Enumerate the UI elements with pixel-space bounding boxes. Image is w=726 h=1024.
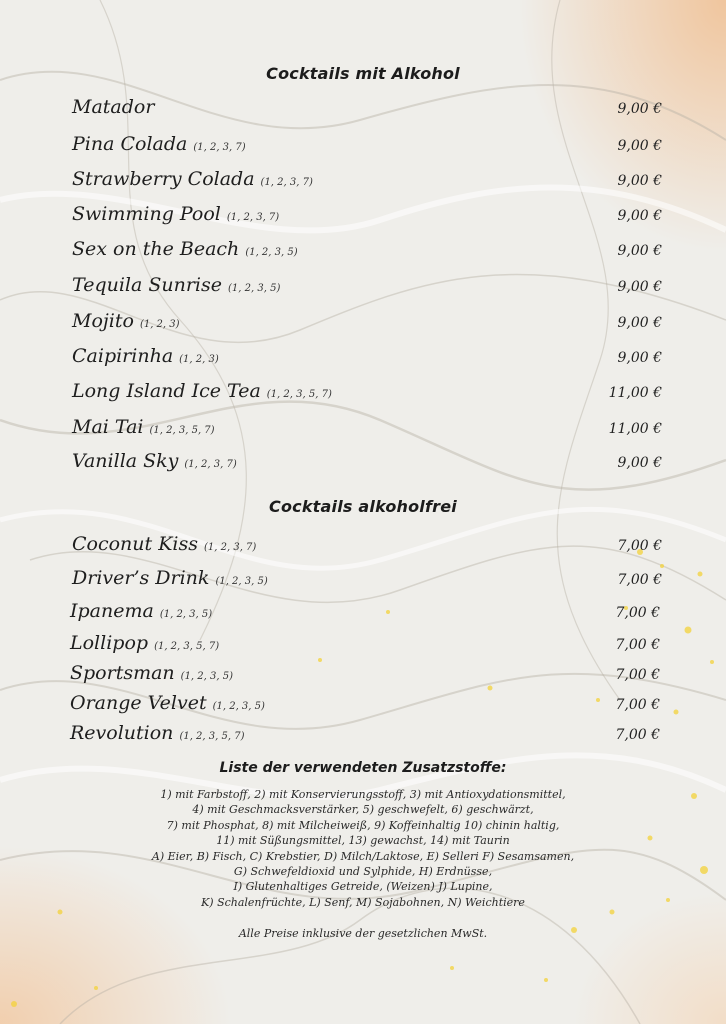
menu-item-price: 9,00 € xyxy=(617,173,662,189)
menu-item-label xyxy=(72,345,219,367)
additives-line: A) Eier, B) Fisch, C) Krebstier, D) Milch/Laktose, E) Selleri F) Sesamsamen, xyxy=(151,849,575,863)
menu-item-additive-codes: (1, 2, 3, 5) xyxy=(159,609,213,620)
menu-item-additive-codes: (1, 2, 3, 5) xyxy=(228,283,281,294)
menu-item-name: Pina Colada xyxy=(72,133,188,155)
menu-item-label xyxy=(70,600,212,622)
menu-item-price: 7,00 € xyxy=(615,727,660,743)
menu-item-label xyxy=(70,692,265,714)
additives-line: G) Schwefeldioxid und Sylphide, H) Erdnüsse, xyxy=(233,865,493,879)
menu-item-additive-codes: (1, 2, 3, 7) xyxy=(260,177,313,188)
section-title-alcoholic: Cocktails mit Alkohol xyxy=(266,64,460,83)
menu-item-additive-codes: (1, 2, 3, 5, 7) xyxy=(149,425,215,436)
additives-list xyxy=(0,787,726,910)
menu-item xyxy=(72,345,662,373)
menu-item xyxy=(72,567,662,595)
menu-item-price: 11,00 € xyxy=(608,385,662,401)
additives-line: I) Glutenhaltiges Getreide, (Weizen) J) Lupine, xyxy=(233,880,493,894)
menu-item xyxy=(70,632,660,660)
menu-item-additive-codes: (1, 2, 3, 5, 7) xyxy=(179,731,245,742)
menu-item-price: 9,00 € xyxy=(617,208,662,224)
menu-item xyxy=(72,96,662,124)
menu-item-name: Ipanema xyxy=(70,600,154,622)
menu-item-additive-codes: (1, 2, 3, 5) xyxy=(180,671,233,682)
menu-item-label xyxy=(72,450,237,472)
menu-item-name: Orange Velvet xyxy=(70,692,207,714)
menu-item-price: 9,00 € xyxy=(617,350,662,366)
menu-item-additive-codes: (1, 2, 3) xyxy=(179,354,219,365)
price-footnote: Alle Preise inklusive der gesetzlichen MwSt. xyxy=(238,927,488,940)
menu-item-additive-codes: (1, 2, 3, 5, 7) xyxy=(266,389,332,400)
menu-item-price: 7,00 € xyxy=(615,697,660,713)
menu-item-additive-codes: (1, 2, 3, 5) xyxy=(212,701,265,712)
menu-item-price: 9,00 € xyxy=(617,138,662,154)
menu-item-price: 7,00 € xyxy=(617,538,662,554)
menu-item xyxy=(72,203,662,231)
menu-item-label xyxy=(72,203,279,225)
menu-item-name: Vanilla Sky xyxy=(72,450,179,472)
menu-item-label xyxy=(70,662,233,684)
menu-item-label xyxy=(72,133,246,155)
section-title-non-alcoholic: Cocktails alkoholfrei xyxy=(269,497,457,516)
menu-item xyxy=(70,692,660,720)
menu-item-price: 7,00 € xyxy=(615,667,660,683)
menu-item-name: Sportsman xyxy=(70,662,175,684)
menu-item xyxy=(72,416,662,444)
menu-item-price: 9,00 € xyxy=(617,101,662,117)
menu-item xyxy=(72,533,662,561)
menu-item xyxy=(72,310,662,338)
menu-item-name: Revolution xyxy=(70,722,174,744)
menu-item-name: Driver’s Drink xyxy=(72,567,210,589)
menu-item-price: 9,00 € xyxy=(617,315,662,331)
menu-item-price: 7,00 € xyxy=(617,572,662,588)
menu-item-label xyxy=(72,274,280,296)
additives-line: 4) mit Geschmacksverstärker, 5) geschwefelt, 6) geschwärzt, xyxy=(192,803,534,817)
menu-item-label xyxy=(72,168,313,190)
menu-item-price: 11,00 € xyxy=(608,421,662,437)
menu-item-price: 9,00 € xyxy=(617,279,662,295)
menu-item-label xyxy=(72,238,298,260)
menu-item-additive-codes: (1, 2, 3, 5) xyxy=(245,247,298,258)
menu-item-label xyxy=(72,567,268,589)
menu-item-label xyxy=(72,310,180,332)
menu-item-name: Caipirinha xyxy=(72,345,174,367)
additives-line: 7) mit Phosphat, 8) mit Milcheiweiß, 9) Koffeinhaltig 10) chinin haltig, xyxy=(166,818,560,832)
menu-item xyxy=(72,450,662,478)
menu-item-name: Tequila Sunrise xyxy=(72,274,223,296)
menu-item xyxy=(70,600,660,628)
menu-item-label xyxy=(72,416,215,438)
menu-item-additive-codes: (1, 2, 3, 7) xyxy=(193,142,246,153)
menu-item-name: Mai Tai xyxy=(72,416,144,438)
menu-item-label xyxy=(72,380,332,402)
menu-item-additive-codes: (1, 2, 3, 7) xyxy=(184,459,237,470)
additives-line: K) Schalenfrüchte, L) Senf, M) Sojabohnen, N) Weichtiere xyxy=(201,895,525,909)
menu-item-additive-codes: (1, 2, 3) xyxy=(139,319,180,330)
menu-item-additive-codes: (1, 2, 3, 7) xyxy=(226,212,280,223)
menu-item-price: 9,00 € xyxy=(617,455,662,471)
menu-item-name: Strawberry Colada xyxy=(72,168,255,190)
menu-item xyxy=(72,274,662,302)
menu-item-label xyxy=(72,96,154,118)
menu-item xyxy=(72,168,662,196)
menu-item xyxy=(70,662,660,690)
additives-line: 11) mit Süßungsmittel, 13) gewachst, 14) mit Taurin xyxy=(216,834,510,848)
menu-item-additive-codes: (1, 2, 3, 5, 7) xyxy=(154,641,220,652)
menu-item-name: Lollipop xyxy=(70,632,149,654)
menu-item-name: Coconut Kiss xyxy=(72,533,198,555)
menu-item-name: Mojito xyxy=(72,310,134,332)
menu-item-label xyxy=(70,632,219,654)
menu-item-label xyxy=(72,533,256,555)
additives-line: 1) mit Farbstoff, 2) mit Konservierungsstoff, 3) mit Antioxydationsmittel, xyxy=(160,788,566,801)
menu-item-name: Swimming Pool xyxy=(72,203,221,225)
menu-item-additive-codes: (1, 2, 3, 7) xyxy=(203,542,257,553)
menu-item-additive-codes: (1, 2, 3, 5) xyxy=(215,576,268,587)
additives-title: Liste der verwendeten Zusatzstoffe: xyxy=(219,760,507,776)
menu-item-name: Matador xyxy=(72,96,155,118)
menu-item-price: 9,00 € xyxy=(617,243,662,259)
menu-item-price: 7,00 € xyxy=(615,637,660,653)
menu-item-price: 7,00 € xyxy=(615,605,660,621)
menu-item xyxy=(72,380,662,408)
menu-item xyxy=(70,722,660,750)
menu-item-label xyxy=(70,722,244,744)
menu-item-name: Sex on the Beach xyxy=(72,238,240,260)
menu-item-name: Long Island Ice Tea xyxy=(72,380,261,402)
menu-item xyxy=(72,133,662,161)
menu-item xyxy=(72,238,662,266)
